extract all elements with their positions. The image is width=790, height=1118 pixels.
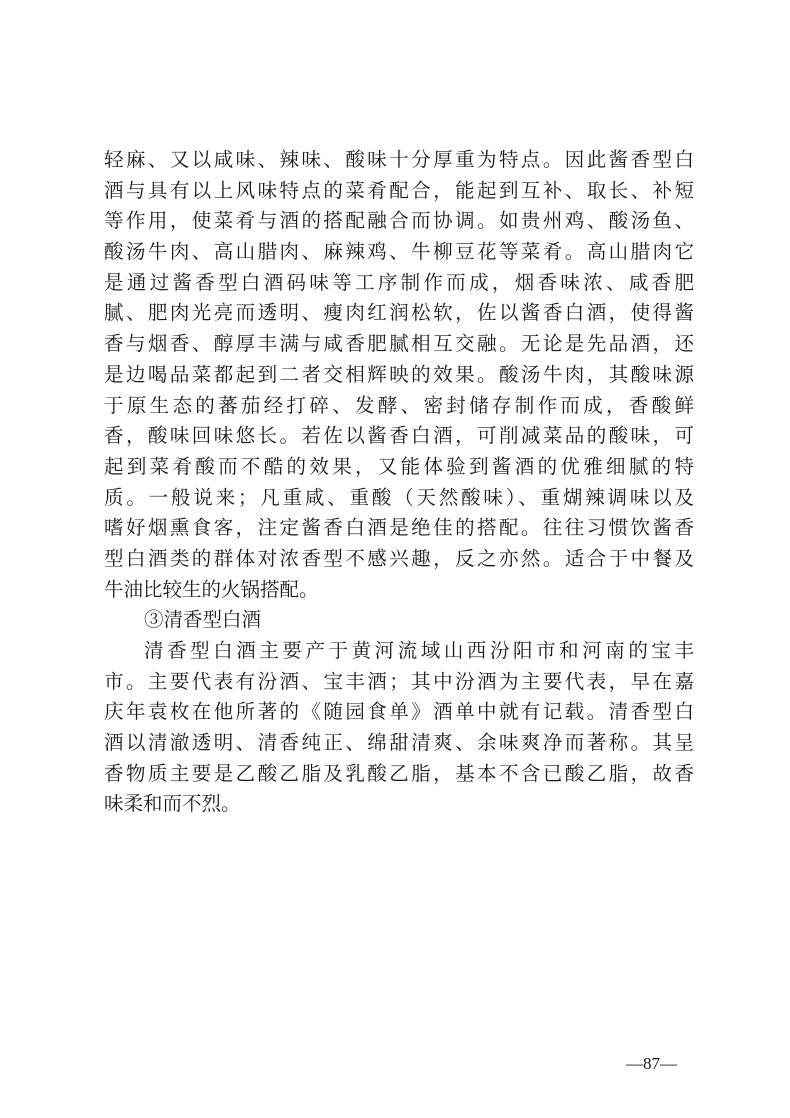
text-line: 牛油比较生的火锅搭配。 — [104, 577, 319, 601]
text-line: 腻、肥肉光亮而透明、瘦肉红润松软，佐以酱香白酒，使得酱 — [104, 301, 694, 325]
text-line: 味柔和而不烈。 — [104, 792, 241, 816]
text-line: 庆年袁枚在他所著的《随园食单》酒单中就有记载。清香型白 — [104, 700, 694, 724]
text-line: 起到菜肴酸而不酷的效果，又能体验到酱酒的优雅细腻的特 — [104, 454, 694, 478]
text-line: 等作用，使菜肴与酒的搭配融合而协调。如贵州鸡、酸汤鱼、 — [104, 209, 694, 233]
text-line: 酒以清澈透明、清香纯正、绵甜清爽、余味爽净而著称。其呈 — [104, 731, 694, 755]
section-heading: ③清香型白酒 — [144, 608, 262, 632]
page-number: —87— — [626, 1054, 677, 1073]
text-line: 酒与具有以上风味特点的菜肴配合，能起到互补、取长、补短 — [104, 178, 694, 202]
text-line: 质。一般说来；凡重咸、重酸（天然酸味）、重煳辣调味以及 — [104, 485, 694, 509]
text-line: 酸汤牛肉、高山腊肉、麻辣鸡、牛柳豆花等菜肴。高山腊肉它 — [104, 240, 694, 264]
text-line: 香物质主要是乙酸乙脂及乳酸乙脂，基本不含已酸乙脂，故香 — [104, 761, 694, 785]
text-line: 香与烟香、醇厚丰满与咸香肥腻相互交融。无论是先品酒，还 — [104, 332, 694, 356]
text-line: 市。主要代表有汾酒、宝丰酒；其中汾酒为主要代表，早在嘉 — [104, 669, 694, 693]
text-line: 嗜好烟熏食客，注定酱香白酒是绝佳的搭配。往往习惯饮酱香 — [104, 516, 694, 540]
paragraph — [104, 636, 694, 820]
paragraph — [104, 145, 694, 605]
text-line: 于原生态的蕃茄经打碎、发酵、密封储存制作而成，香酸鲜 — [104, 393, 694, 417]
text-line: 清香型白酒主要产于黄河流域山西汾阳市和河南的宝丰 — [144, 639, 694, 662]
text-line: 香，酸味回味悠长。若佐以酱香白酒，可削减菜品的酸味，可 — [104, 424, 694, 448]
text-line: 型白酒类的群体对浓香型不感兴趣，反之亦然。适合于中餐及 — [104, 546, 694, 570]
body-text — [104, 145, 694, 820]
text-line: 是边喝品菜都起到二者交相辉映的效果。酸汤牛肉，其酸味源 — [104, 362, 694, 386]
text-line: 是通过酱香型白酒码味等工序制作而成，烟香味浓、咸香肥 — [104, 270, 694, 294]
text-line: 轻麻、又以咸味、辣味、酸味十分厚重为特点。因此酱香型白 — [104, 148, 694, 171]
